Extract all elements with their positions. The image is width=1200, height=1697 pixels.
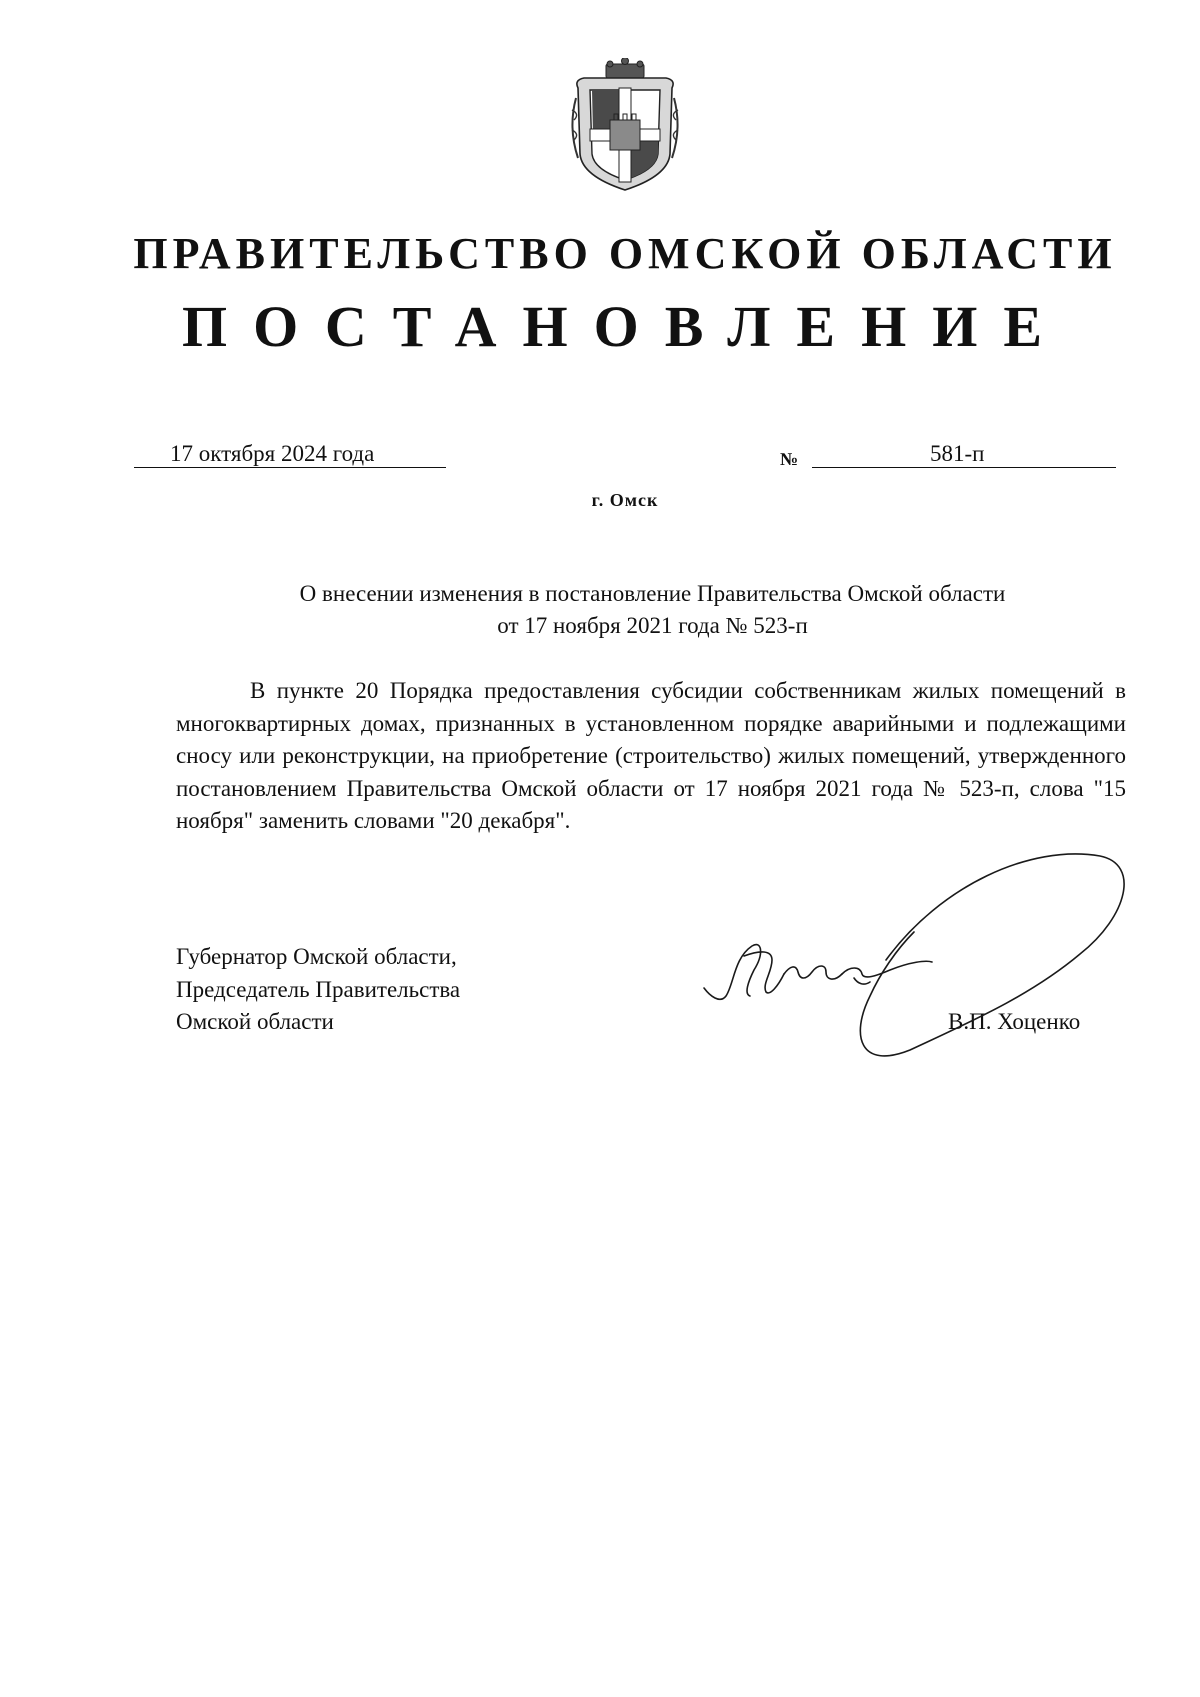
subject-line-1: О внесении изменения в постановление Правительства Омской области [299,581,1006,606]
signer-title-line-2: Председатель Правительства [176,976,461,1002]
handwritten-signature [700,846,1140,1086]
number-sign: № [780,449,799,469]
document-number: 581-п [812,441,1116,468]
coat-of-arms-emblem [566,58,684,194]
signer-title-block [176,941,460,1039]
document-subject [180,578,1125,642]
signer-title-line-1: Губернатор Омской области, [176,944,457,969]
body-paragraph: В пункте 20 Порядка предоставления субсидии собственникам жилых помещений в многоквартирных домах, признанных в установленном порядке аварийными и подлежащими сносу или реконструкции, на приобретение (строительство) жилых помещений, утвержденного постановлением Правительства Омской области от 17 ноября 2021 года № 523-п, слова "15 ноября" заменить словами "20 декабря". [176,678,1126,833]
organization-title: ПРАВИТЕЛЬСТВО ОМСКОЙ ОБЛАСТИ [133,229,1117,278]
document-date: 17 октября 2024 года [134,441,446,468]
signer-name: В.П. Хоценко [948,1009,1081,1034]
city-label: г. Омск [591,490,659,510]
signer-title-line-3: Омской области [176,1009,334,1034]
document-type-title: ПОСТАНОВЛЕНИЕ [181,294,1069,359]
subject-line-2: от 17 ноября 2021 года № 523-п [497,613,808,638]
